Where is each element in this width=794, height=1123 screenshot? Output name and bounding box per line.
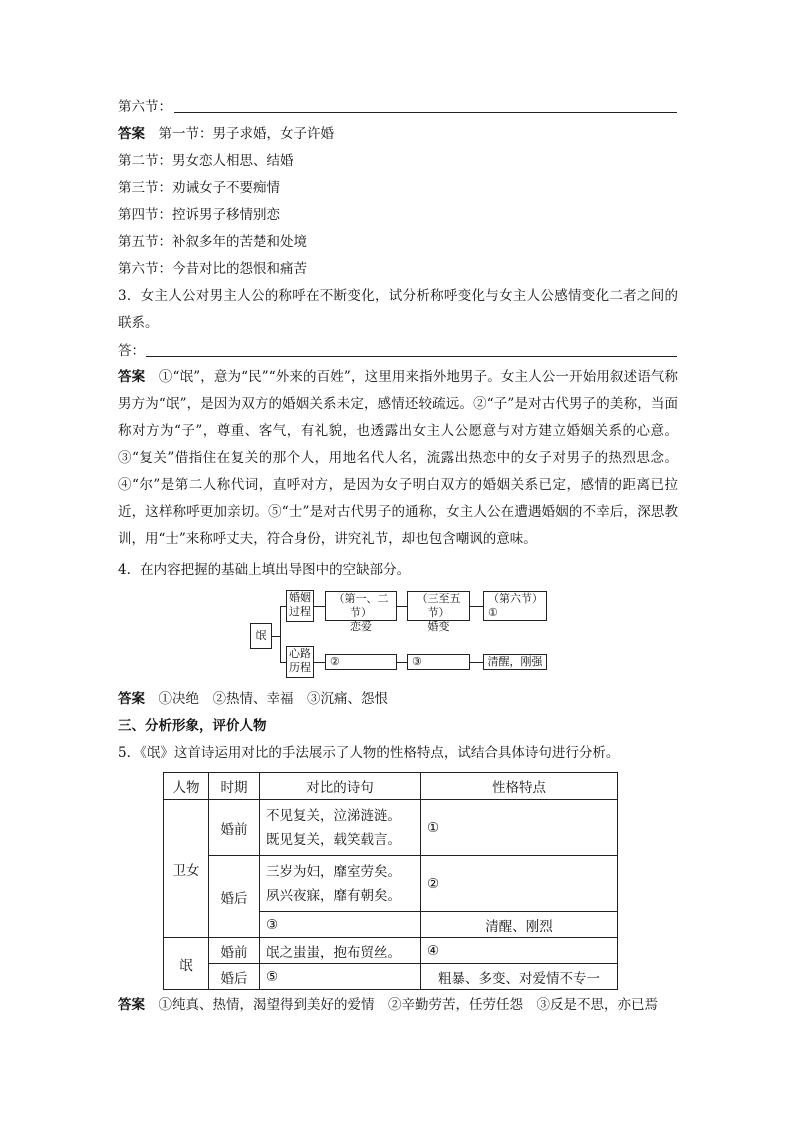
trait-cell: 清醒、刚烈 (421, 912, 618, 938)
diagram-box-blank-2[interactable]: ② (325, 654, 397, 670)
header-cell: 性格特点 (421, 773, 618, 800)
answer-prompt: 答： (118, 343, 145, 359)
diagram-box-blank-1[interactable]: （第六节） ① (483, 591, 547, 621)
question-3: 3．女主人公对男主人公的称呼在不断变化，试分析称呼变化与女主人公感情变化二者之间的联系。 (118, 288, 678, 331)
diagram-box-blank-3[interactable]: ③ (407, 654, 470, 670)
connector (314, 662, 325, 663)
connector (272, 636, 280, 637)
answer-section5: 第五节：补叙多年的苦楚和处境 (118, 234, 307, 250)
answer-label: 答案 (118, 691, 145, 707)
period-cell: 婚后 (209, 964, 260, 990)
period-cell: 婚前 (209, 800, 260, 856)
answer-text: ①决绝 ②热情、幸福 ③沉痛、怨恨 (158, 691, 388, 707)
verse-cell: 氓之蚩蚩，抱布贸丝。 (260, 938, 421, 964)
period-cell: 婚前 (209, 938, 260, 964)
header-cell: 时期 (209, 773, 260, 800)
connector (397, 662, 407, 663)
connector (470, 662, 483, 663)
connector (397, 606, 407, 607)
answer-blank-line[interactable] (146, 356, 677, 357)
answer-text: ①纯真、热情，渴望得到美好的爱情 ②辛勤劳苦，任劳任怨 ③反是不思，亦已焉 (158, 997, 658, 1013)
section6-prompt: 第六节： (118, 99, 172, 115)
question-4: 4．在内容把握的基础上填出导图中的空缺部分。 (118, 562, 411, 578)
answer-label: 答案 (118, 369, 146, 385)
diagram-box-change: （三至五节） 婚变 (407, 591, 470, 621)
branch-label-marriage: 婚姻 过程 (286, 590, 314, 622)
question-3-answer (118, 364, 678, 553)
answer-blank-line[interactable] (174, 112, 677, 113)
person-cell: 卫女 (164, 800, 209, 938)
answer-section6: 第六节：今昔对比的怨恨和痛苦 (118, 261, 307, 277)
answer-label: 答案 (118, 126, 145, 142)
question-5: 5．《氓》这首诗运用对比的手法展示了人物的性格特点，试结合具体诗句进行分析。 (118, 745, 620, 761)
diagram-box-love: （第一、二节） 恋爱 (325, 591, 397, 621)
period-cell: 婚后 (209, 856, 260, 938)
table-header-row (164, 773, 618, 800)
connector (314, 606, 325, 607)
table-row (164, 800, 618, 856)
verse-cell: 不见复关，泣涕涟涟。 既见复关，载笑载言。 (260, 800, 421, 856)
connector (470, 606, 483, 607)
diagram-box-sober: 清醒，刚强 (483, 654, 547, 670)
table-row (164, 856, 618, 912)
answer-section1: 第一节：男子求婚，女子许婚 (158, 126, 334, 142)
branch-label-mind: 心路 历程 (286, 646, 314, 678)
trait-cell: 粗暴、多变、对爱情不专一 (421, 964, 618, 990)
verse-blank-cell[interactable]: ③ (260, 912, 421, 938)
section-heading: 三、分析形象，评价人物 (118, 718, 267, 734)
table-row (164, 964, 618, 990)
person-cell: 氓 (164, 938, 209, 990)
answer-section2: 第二节：男女恋人相思、结婚 (118, 153, 294, 169)
connector (280, 606, 281, 662)
root-node: 氓 (250, 623, 272, 649)
answer-label: 答案 (118, 997, 145, 1013)
header-cell: 人物 (164, 773, 209, 800)
character-analysis-table (163, 772, 618, 990)
answer-line (118, 125, 334, 143)
trait-blank-cell[interactable]: ④ (421, 938, 618, 964)
question-4-answer (118, 690, 388, 708)
answer-section3: 第三节：劝诫女子不要痴情 (118, 180, 280, 196)
question-5-answer (118, 996, 658, 1014)
answer-section4: 第四节：控诉男子移情别恋 (118, 207, 280, 223)
verse-blank-cell[interactable]: ⑤ (260, 964, 421, 990)
header-cell: 对比的诗句 (260, 773, 421, 800)
verse-cell: 三岁为妇，靡室劳矣。 夙兴夜寐，靡有朝矣。 (260, 856, 421, 912)
table-row (164, 938, 618, 964)
trait-blank-cell[interactable]: ② (421, 856, 618, 912)
trait-blank-cell[interactable]: ① (421, 800, 618, 856)
answer-text: ①“氓”，意为“民”“外来的百姓”，这里用来指外地男子。女主人公一开始用叙述语气称男方为“氓”，是因为双方的婚姻关系未定，感情还较疏远。②“子”是对古代男子的美称，当面称对方为“子”，尊重、客气，有礼貌，也透露出女主人公愿意与对方建立婚姻关系的心意。③“复关”借指住在复关的那个人，用地名代人名，流露出热恋中的女子对男子的热烈思念。④“尔”是第二人称代词，直呼对方，是因为女子明白双方的婚姻关系已定，感情的距离已拉近，这样称呼更加亲切。⑤“士”是对古代男子的通称，女主人公在遭遇婚姻的不幸后，深思教训，用“士”来称呼丈夫，符合身份，讲究礼节，却也包含嘲讽的意味。 (118, 369, 678, 547)
